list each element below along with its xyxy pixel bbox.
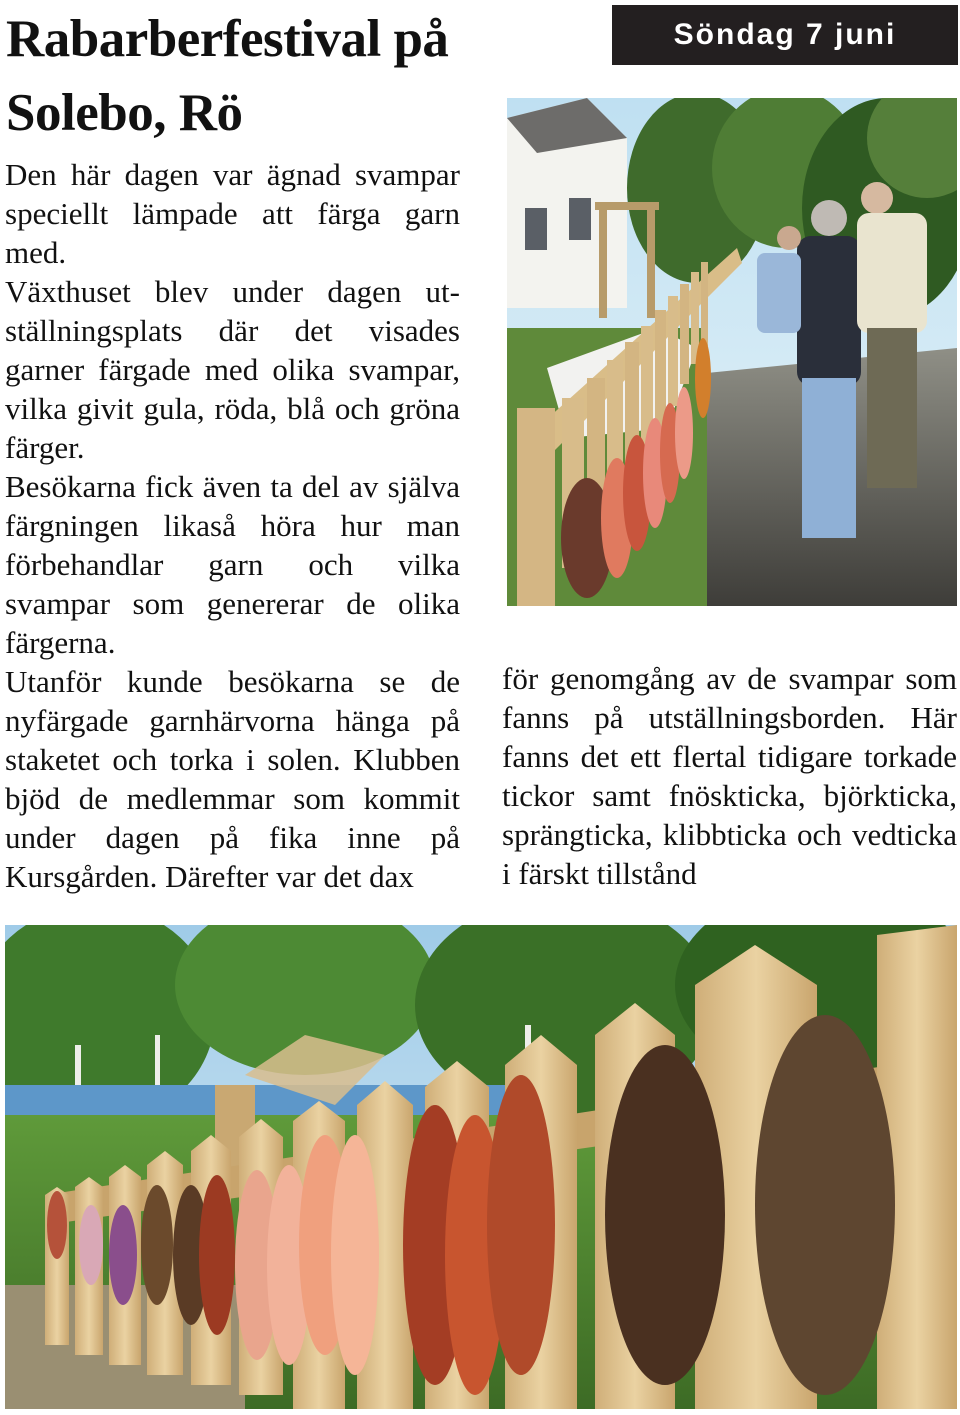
paragraph-greenhouse: Växthuset blev under dagen utställningsplats där det visades garner färgade med olika svampar, vilka givit gula, röda, blå och gröna färger. [5,274,460,465]
article-headline: Rabarberfestival på Solebo, Rö [6,10,449,142]
paragraph-continuation: för genomgång av de svampar som fanns på utställningsborden. Här fanns det ett flertal tidigare torkade tickor samt fnöskticka, björkticka, sprängticka, klibbticka och vedticka i färskt tillstånd [502,661,957,891]
right-text-column [502,659,957,893]
date-banner [612,5,958,65]
paragraph-visitors: Besökarna fick även ta del av själva färgningen likaså höra hur man förbehandlar garn och vilka svampar som genererar de olika färgerna. [5,469,460,660]
paragraph-outside: Utanför kunde besökarna se de nyfärgade garnhärvorna hänga på staketet och torka i solen. Klubben bjöd de medlemmar som kommit under dagen på fika inne på Kursgården. Därefter var det dax [5,664,460,894]
left-text-column [5,155,460,896]
yarn-on-fence-photo [5,925,957,1409]
date-label: Söndag 7 juni [673,18,897,51]
paragraph-intro: Den här dagen var ägnad svampar speciellt lämpade att färga garn med. [5,157,460,270]
visitors-fence-photo [507,98,957,606]
